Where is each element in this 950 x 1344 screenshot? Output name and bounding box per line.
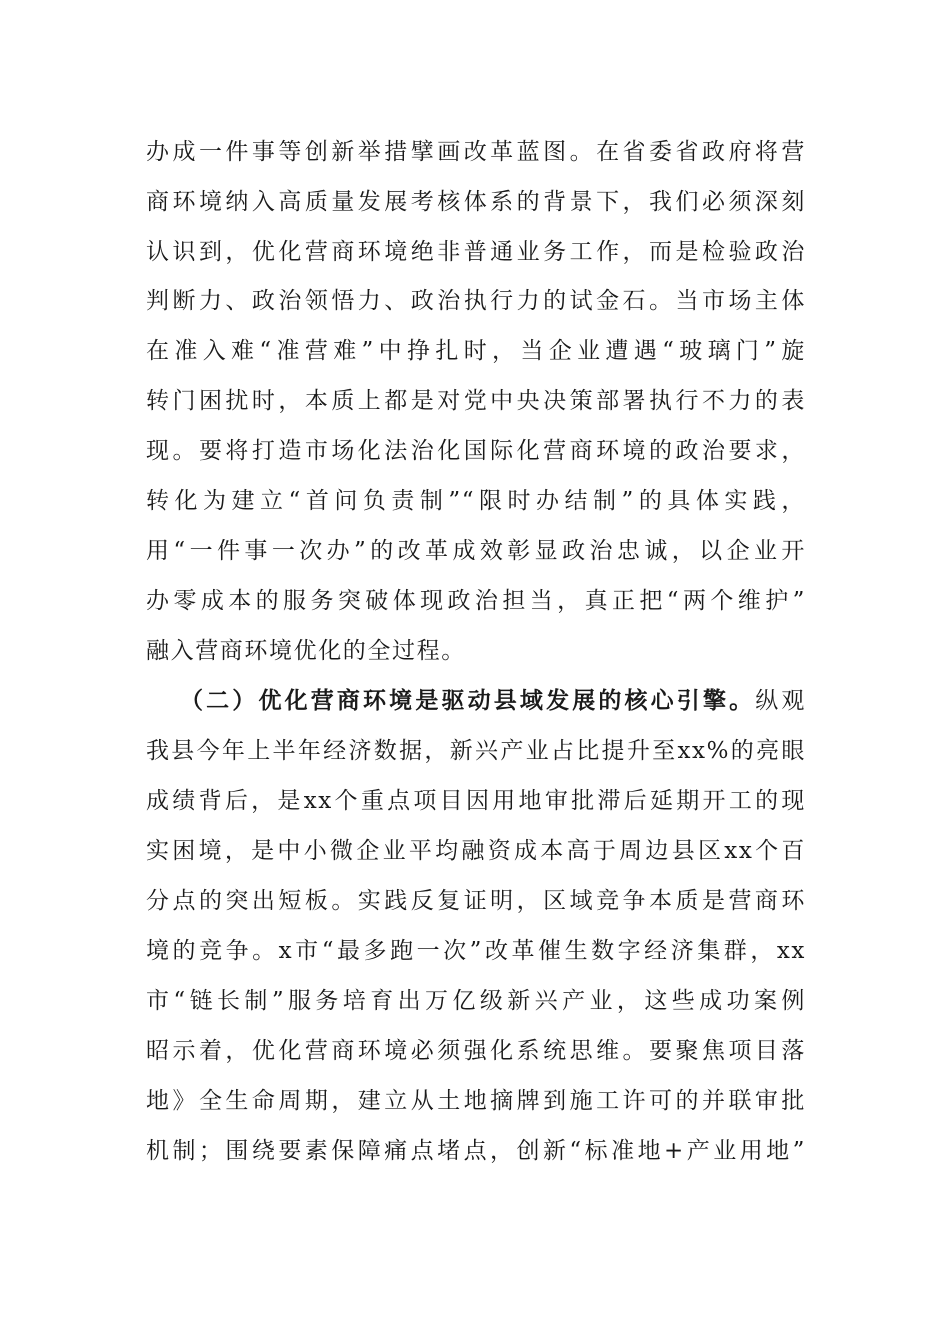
text-line: 办成一件事等创新举措擘画改革蓝图。在省委省政府将营	[146, 139, 806, 165]
text-line: 转化为建立“首问负责制”“限时办结制”的具体实践，	[146, 488, 806, 514]
text-line: 成绩背后，是xx个重点项目因用地审批滞后延期开工的现	[146, 788, 806, 814]
heading-line-rest: 纵观	[755, 688, 806, 714]
text-line: 机制；围绕要素保障痛点堵点，创新“标准地+产业用地”	[146, 1138, 806, 1164]
text-line: 我县今年上半年经济数据，新兴产业占比提升至xx%的亮眼	[146, 738, 806, 764]
text-line: 融入营商环境优化的全过程。	[146, 638, 466, 664]
text-line: 在准入难“准营难”中挣扎时，当企业遭遇“玻璃门”旋	[146, 338, 806, 364]
text-line: 分点的突出短板。实践反复证明，区域竞争本质是营商环	[146, 888, 806, 914]
text-line: 判断力、政治领悟力、政治执行力的试金石。当市场主体	[146, 288, 806, 314]
text-line: 地》全生命周期，建立从土地摘牌到施工许可的并联审批	[146, 1088, 806, 1114]
text-line: 市“链长制”服务培育出万亿级新兴产业，这些成功案例	[146, 988, 806, 1014]
text-line: 境的竞争。x市“最多跑一次”改革催生数字经济集群，xx	[146, 938, 806, 964]
text-line: 用“一件事一次办”的改革成效彰显政治忠诚，以企业开	[146, 538, 806, 564]
section-heading-line	[180, 685, 806, 717]
text-line: 实困境，是中小微企业平均融资成本高于周边县区xx个百	[146, 838, 806, 864]
text-line: 转门困扰时，本质上都是对党中央决策部署执行不力的表	[146, 388, 806, 414]
text-line: 商环境纳入高质量发展考核体系的背景下，我们必须深刻	[146, 189, 806, 215]
text-line: 现。要将打造市场化法治化国际化营商环境的政治要求，	[146, 438, 806, 464]
text-line: 昭示着，优化营商环境必须强化系统思维。要聚焦项目落	[146, 1038, 806, 1064]
text-line: 认识到，优化营商环境绝非普通业务工作，而是检验政治	[146, 239, 806, 265]
section-heading: （二）优化营商环境是驱动县域发展的核心引擎。	[180, 687, 756, 714]
text-line: 办零成本的服务突破体现政治担当，真正把“两个维护”	[146, 588, 806, 614]
